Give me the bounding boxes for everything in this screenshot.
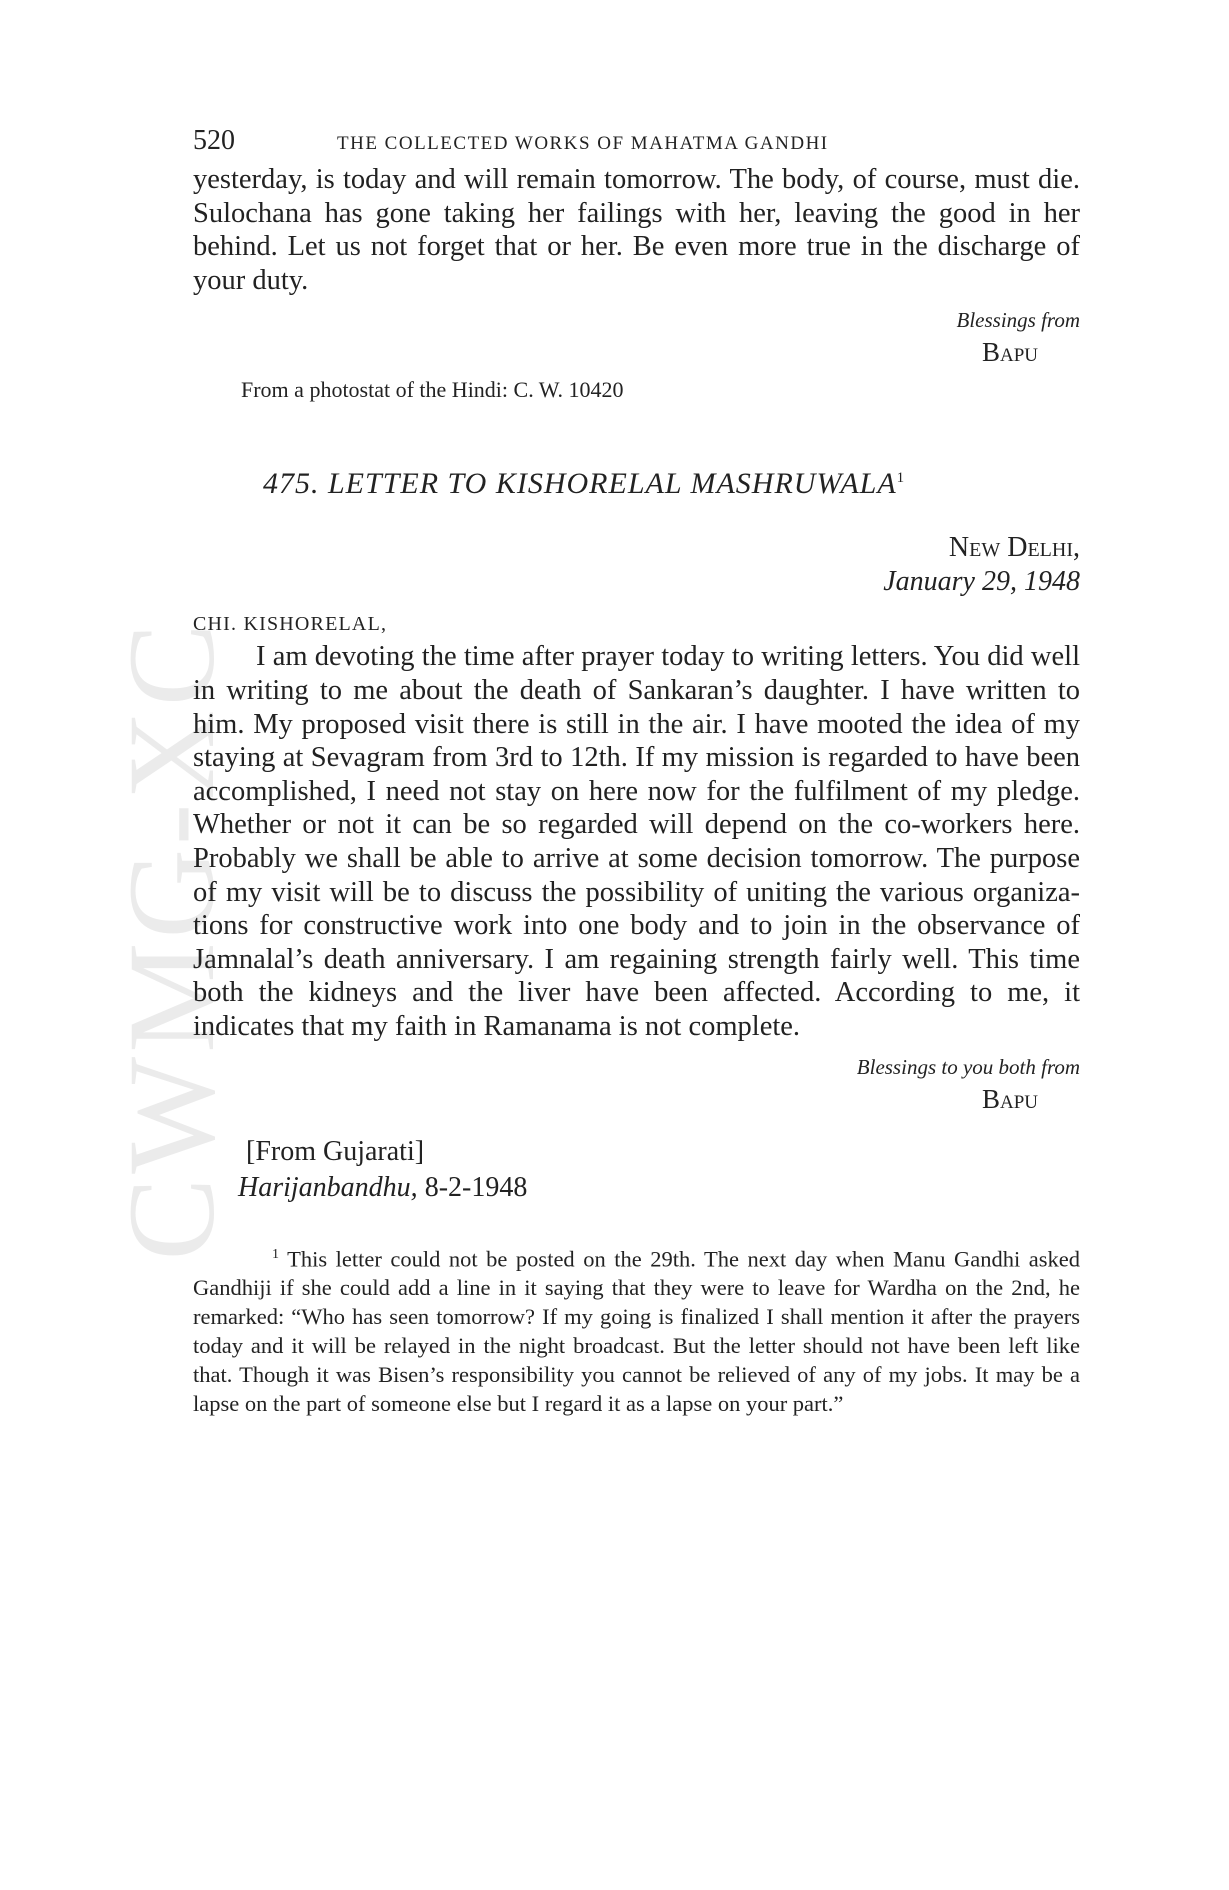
continued-letter-text: yesterday, is today and will remain tomorrow. The body, of course, must die. Sulochana has gone taking her failings with her, leaving the good in her behind. Let us not forget that or her. Be even more true in the discharge of your duty.: [193, 164, 1080, 296]
letter-source-label: [From Gujarati]: [246, 1135, 425, 1167]
footnote-text: This letter could not be posted on the 29th. The next day when Manu Gandhi asked Gandhiji if she could add a line in it saying that they were to leave for Wardha on the 2nd, he remarked: “Who has seen tomorrow? If my going is finalized I shall mention it after the prayers today and it will be relayed in the night broadcast. But the letter should not have been left like that. Though it was Bisen’s responsibility you cannot be relieved of any of my jobs. It may be a lapse on the part of someone else but I regard it as a lapse on your part.”: [193, 1246, 1081, 1416]
letter-title-text: LETTER TO KISHORELAL MASHRUWALA: [328, 467, 897, 501]
page-number: 520: [193, 125, 235, 156]
letter-closing: Blessings to you both from: [856, 1054, 1080, 1079]
footnote: [193, 1240, 1080, 1419]
page: [193, 125, 1080, 1418]
letter-salutation: CHI. KISHORELAL,: [193, 613, 388, 636]
letter-number: 475.: [263, 467, 320, 501]
watermark-text: CWMG-XC: [103, 619, 240, 1261]
letter-signature: Bapu: [981, 1083, 1038, 1114]
continued-letter-signature: Bapu: [981, 337, 1038, 368]
letter-date: January 29, 1948: [883, 566, 1080, 598]
letter-source-date: 8-2-1948: [424, 1171, 528, 1203]
footnote-marker: 1: [896, 470, 906, 487]
continued-letter-closing: Blessings from: [956, 308, 1080, 333]
footnote-number: 1: [272, 1246, 279, 1262]
letter-source-publication: Harijanbandhu,: [238, 1171, 418, 1203]
continued-letter-source: From a photostat of the Hindi: C. W. 10420: [241, 377, 624, 403]
running-head: [193, 125, 1080, 163]
letter-source: [193, 1170, 1080, 1206]
running-title: THE COLLECTED WORKS OF MAHATMA GANDHI: [337, 133, 829, 154]
letter-body: I am devoting the time after prayer today to writing letters. You did well in writing to me about the death of Sankaran’s daughter. I have written to him. My proposed visit there is still in the air. I have mooted the idea of my staying at Sevagram from 3rd to 12th. If my mission is regarded to have been accomplished, I need not stay on here now for the fulfilment of my pledge. Whether or not it can be so regarded will depend on the co-workers here. Probably we shall be able to arrive at some decision tomorrow. The purpose of my visit will be to discuss the possibility of uniting the various organiza-tions for constructive work into one body and to join in the observance of Jamnalal’s death anniversary. I am regaining strength fairly well. This time both the kidneys and the liver have been affected. According to me, it indicates that my faith in Ramanama is not complete.: [193, 641, 1080, 1042]
letter-title: [193, 467, 1080, 501]
letter-place: New Delhi,: [948, 532, 1080, 564]
